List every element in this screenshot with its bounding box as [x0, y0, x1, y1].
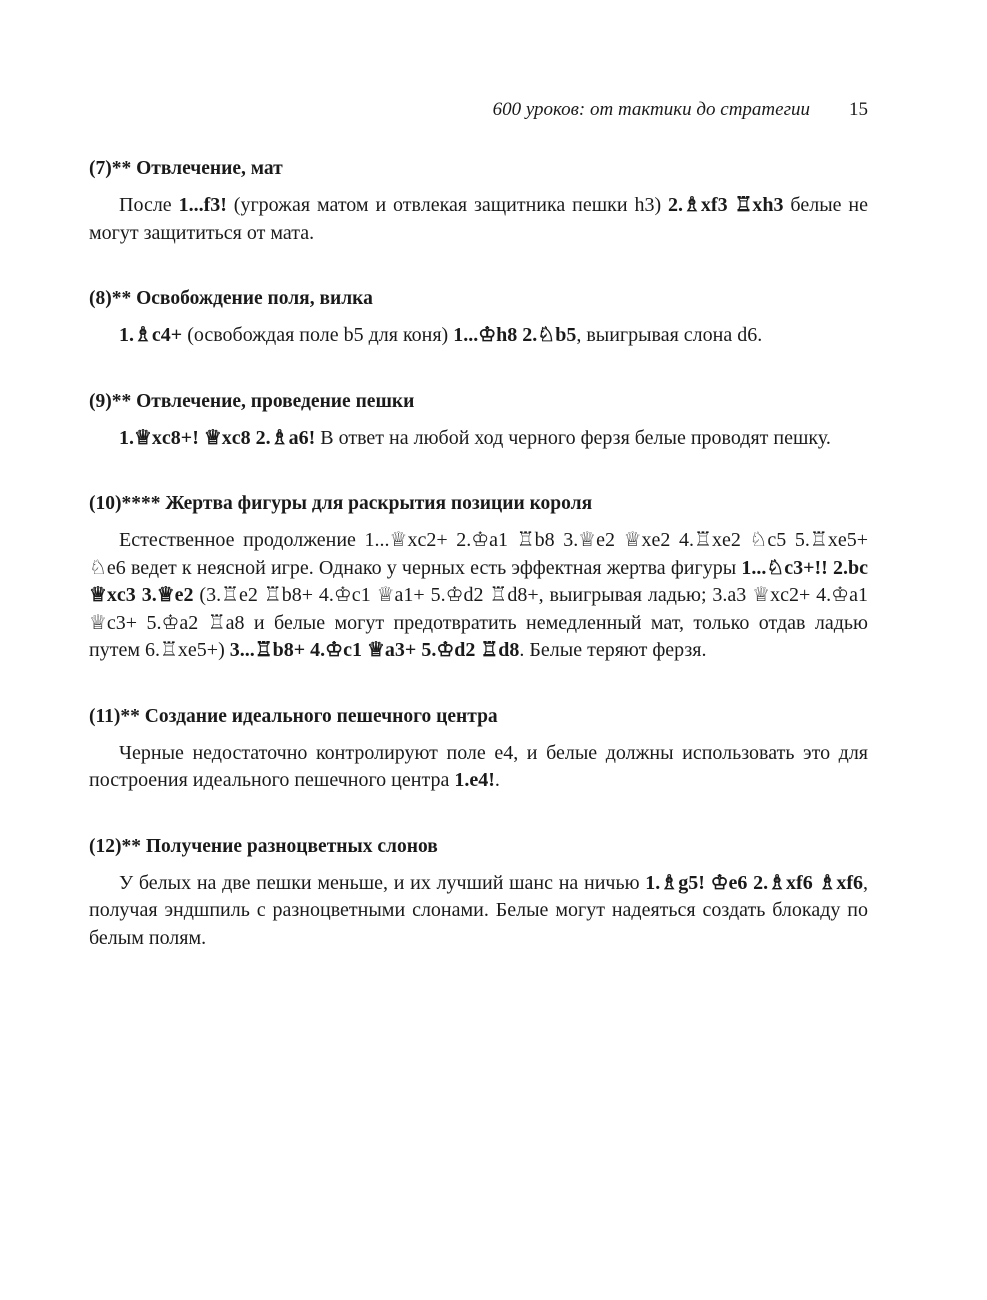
- running-title: 600 уроков: от тактики до стратегии: [492, 99, 810, 120]
- move-notation: 1...♔h8 2.♘b5: [453, 324, 577, 346]
- move-notation: 3...♖b8+ 4.♔c1 ♕a3+ 5.♔d2 ♖d8: [229, 639, 520, 661]
- section-heading: (9)** Отвлечение, проведение пешки: [89, 390, 415, 412]
- commentary-text: . Белые теряют ферзя.: [519, 639, 707, 661]
- move-notation: 1.♗g5! ♔e6 2.♗xf6 ♗xf6: [645, 871, 864, 894]
- commentary-text: (угрожая матом и отвлекая защитника пешки h3): [226, 194, 668, 216]
- commentary-text: После: [119, 194, 179, 216]
- section-heading: (7)** Отвлечение, мат: [89, 158, 283, 179]
- move-notation: 1.♗c4+: [119, 324, 183, 346]
- move-notation: 1...f3!: [178, 194, 227, 216]
- commentary-text: , получая эндшпиль с разноцветными слонами. Белые могут надеяться создать блокаду по белым полям.: [89, 871, 869, 949]
- content: [89, 155, 868, 990]
- move-notation: 1...♘c3+!! 2.bc ♕xc3 3.♕e2: [89, 556, 869, 606]
- solution-section: [89, 388, 868, 453]
- commentary-text: Черные недостаточно контролируют поле e4, и белые должны использовать это для построения идеального пешечного центра: [89, 741, 868, 791]
- section-body: [89, 192, 868, 247]
- commentary-text: .: [494, 769, 500, 791]
- section-heading: (12)** Получение разноцветных слонов: [89, 835, 438, 857]
- commentary-text: (3.♖e2 ♖b8+ 4.♔c1 ♕a1+ 5.♔d2 ♖d8+, выигрывая ладью; 3.a3 ♕xc2+ 4.♔a1 ♕c3+ 5.♔a2 ♖a8 и белые могут предотвратить немедленный мат, только отдав ладью путем 6.♖xe5+): [89, 584, 868, 661]
- section-heading: (8)** Освобождение поля, вилка: [89, 288, 373, 309]
- commentary-text: белые не могут защититься от мата.: [89, 194, 868, 244]
- running-head: [89, 96, 868, 124]
- section-body: [89, 527, 868, 665]
- solution-section: [89, 490, 868, 665]
- section-heading: (10)**** Жертва фигуры для раскрытия позиции короля: [89, 493, 593, 514]
- section-body: [89, 740, 868, 795]
- move-notation: 1.♕xc8+! ♕xc8 2.♗a6!: [119, 426, 316, 449]
- commentary-text: (освобождая поле b5 для коня): [182, 324, 454, 346]
- commentary-text: У белых на две пешки меньше, и их лучший шанс на ничью: [119, 871, 646, 894]
- commentary-text: , выигрывая слона d6.: [576, 324, 763, 346]
- page-number: 15: [849, 99, 868, 120]
- section-body: [89, 870, 868, 953]
- solution-section: [89, 833, 868, 953]
- commentary-text: В ответ на любой ход черного ферзя белые проводят пешку.: [315, 426, 831, 449]
- solution-section: [89, 703, 868, 795]
- commentary-text: Естественное продолжение 1...♕xc2+ 2.♔a1 ♖b8 3.♕e2 ♕xe2 4.♖xe2 ♘c5 5.♖xe5+ ♘e6 ведет к неясной игре. Однако у черных есть эффектная жертва фигуры: [89, 529, 868, 579]
- solution-section: [89, 285, 868, 350]
- move-notation: 1.e4!: [454, 769, 495, 791]
- section-heading: (11)** Создание идеального пешечного центра: [89, 705, 498, 727]
- section-body: [89, 425, 868, 453]
- move-notation: 2.♗xf3 ♖xh3: [668, 194, 784, 216]
- section-body: [89, 322, 868, 350]
- solution-section: [89, 155, 868, 247]
